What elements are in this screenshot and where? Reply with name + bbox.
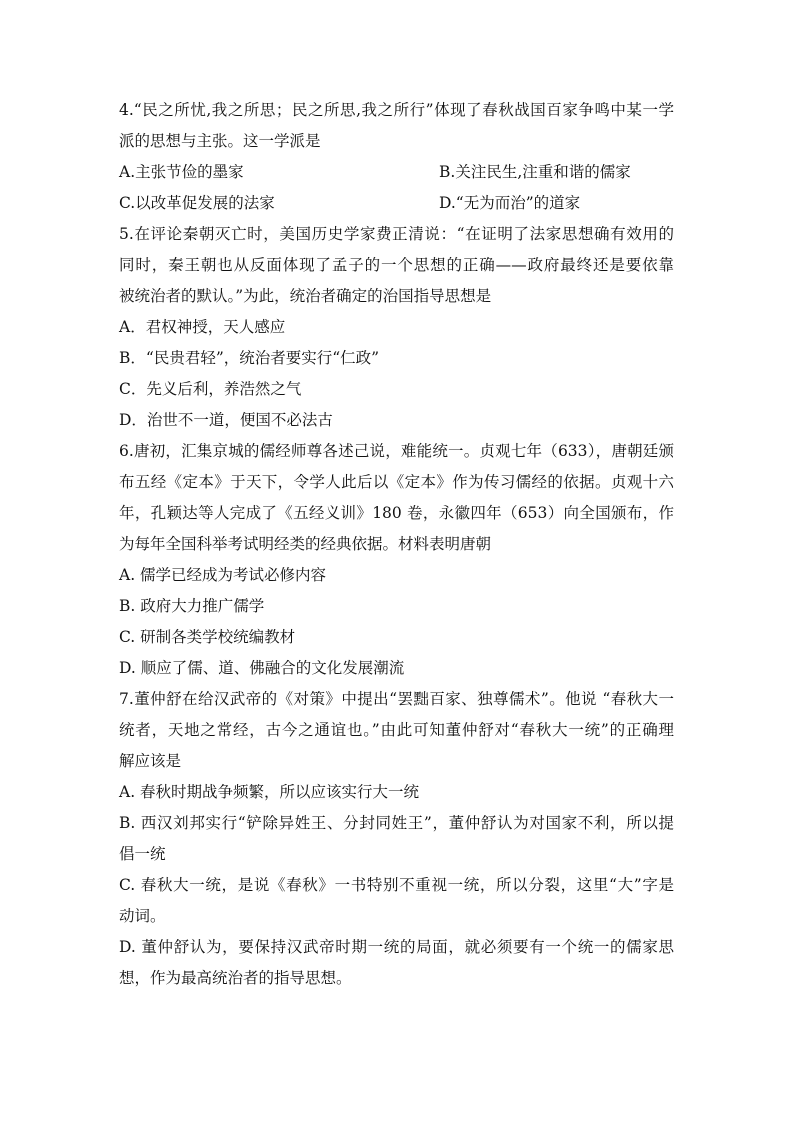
question-4-options-row-2 [119,188,674,219]
question-5-option-c: C．先义后利，养浩然之气 [119,380,302,398]
question-5-option-a: A．君权神授，天人感应 [119,318,286,336]
question-6-option-c: C. 研制各类学校统编教材 [119,628,296,646]
question-4-stem-line-2: 派的思想与主张。这一学派是 [119,132,321,150]
question-5-stem-line-3: 被统治者的默认。”为此，统治者确定的治国指导思想是 [119,287,492,305]
question-5 [119,219,674,436]
question-7-stem-line-2: 统者，天地之常经，古今之通谊也。”由此可知董仲舒对“春秋大一统”的正确理 [119,721,674,739]
question-7-stem-line-3: 解应该是 [119,752,182,770]
question-5-stem-line-1: 5.在评论秦朝灭亡时，美国历史学家费正清说：“在证明了法家思想确有效用的 [119,225,674,243]
question-5-stem-line-2: 同时，秦王朝也从反面体现了孟子的一个思想的正确——政府最终还是要依靠 [119,256,674,274]
question-7 [119,684,674,994]
question-4-stem-line-1: 4.“民之所忧,我之所思；民之所思,我之所行”体现了春秋战国百家争鸣中某一学 [119,101,674,119]
question-7-option-c-line-2: 动词。 [119,907,166,925]
question-7-option-a: A. 春秋时期战争频繁，所以应该实行大一统 [119,783,420,801]
exam-page [119,95,674,994]
question-6-stem-line-3: 年，孔颖达等人完成了《五经义训》180 卷，永徽四年（653）向全国颁布，作 [119,504,674,522]
question-7-option-c-line-1: C. 春秋大一统，是说《春秋》一书特别不重视一统，所以分裂，这里“大”字是 [119,876,674,894]
question-6-option-d: D. 顺应了儒、道、佛融合的文化发展潮流 [119,659,405,677]
question-4-options-row-1 [119,157,674,188]
question-6-stem-line-1: 6.唐初，汇集京城的儒经师尊各述己说，难能统一。贞观七年（633），唐朝廷颁 [119,442,674,460]
question-4-option-a: A.主张节俭的墨家 [119,163,244,181]
question-4-option-d: D.“无为而治”的道家 [439,194,581,212]
question-4-option-b: B.关注民生,注重和谐的儒家 [439,163,631,181]
question-7-option-d-line-1: D. 董仲舒认为，要保持汉武帝时期一统的局面，就必须要有一个统一的儒家思 [119,938,674,956]
question-7-option-b-line-2: 倡一统 [119,845,166,863]
question-6-stem-line-2: 布五经《定本》于天下，令学人此后以《定本》作为传习儒经的依据。贞观十六 [119,473,674,491]
question-6-option-a: A. 儒学已经成为考试必修内容 [119,566,327,584]
question-7-stem-line-1: 7.董仲舒在给汉武帝的《对策》中提出“罢黜百家、独尊儒术”。他说 “春秋大一 [119,690,674,708]
question-4-option-c: C.以改革促发展的法家 [119,194,275,212]
question-7-option-b-line-1: B. 西汉刘邦实行“铲除异姓王、分封同姓王”，董仲舒认为对国家不利，所以提 [119,814,674,832]
question-6-option-b: B. 政府大力推广儒学 [119,597,265,615]
question-5-option-b: B．“民贵君轻”，统治者要实行“仁政” [119,349,380,367]
question-5-option-d: D．治世不一道，便国不必法古 [119,411,333,429]
question-4 [119,95,674,219]
question-6 [119,436,674,684]
question-7-option-d-line-2: 想，作为最高统治者的指导思想。 [119,969,352,987]
question-6-stem-line-4: 为每年全国科举考试明经类的经典依据。材料表明唐朝 [119,535,492,553]
